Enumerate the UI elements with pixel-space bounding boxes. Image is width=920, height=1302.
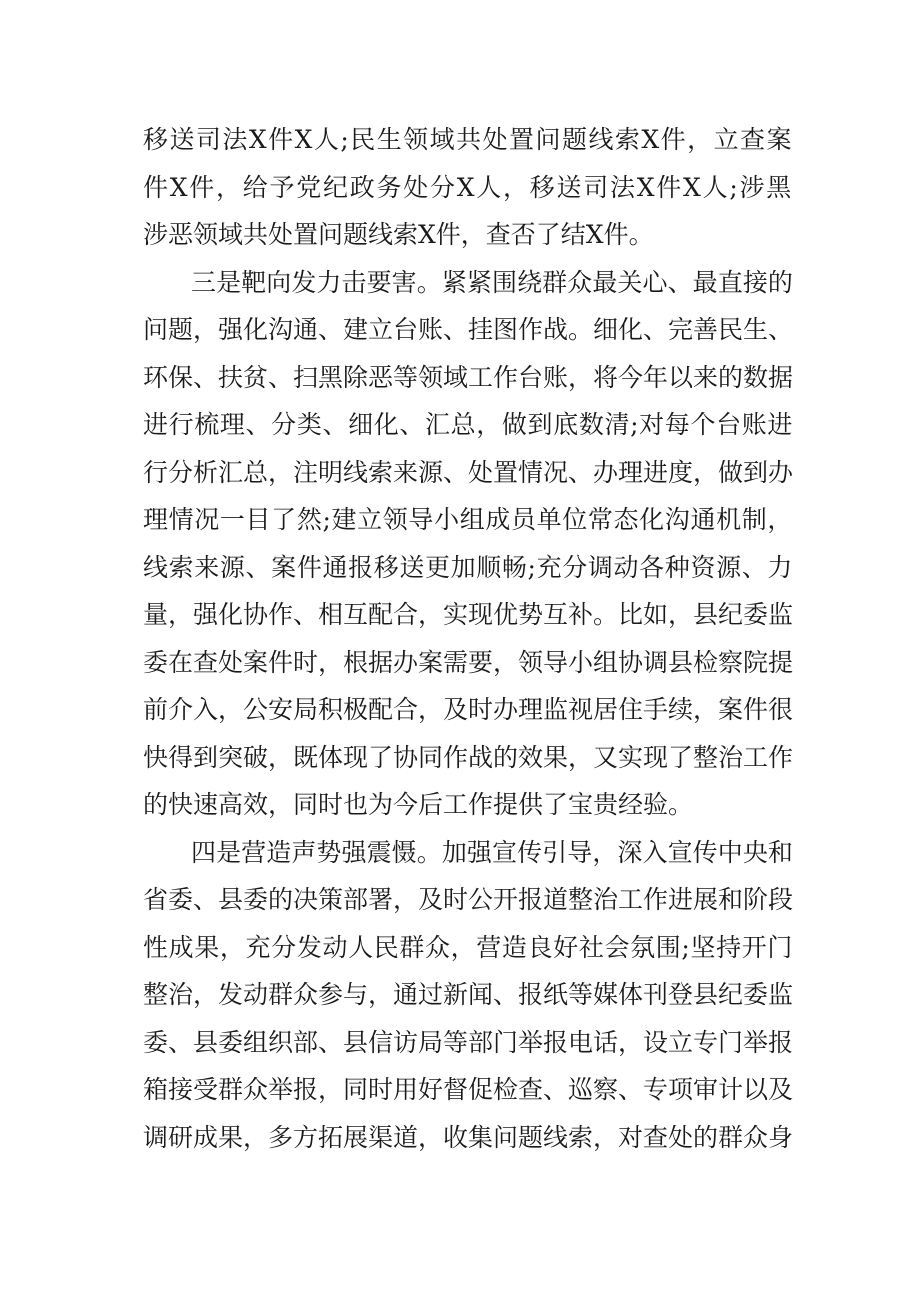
text-line: 移送司法X件X人;民生领域共处置问题线索X件，立查案	[143, 125, 793, 154]
text-line: 量，强化协作、相互配合，实现优势互补。比如，县纪委监	[143, 600, 793, 629]
text-line: 委在查处案件时，根据办案需要，领导小组协调县检察院提	[143, 647, 793, 677]
text-line: 线索来源、案件通报移送更加顺畅;充分调动各种资源、力	[143, 552, 793, 582]
paragraph-first-line: 三是靶向发力击要害。紧紧围绕群众最关心、最直接的	[191, 267, 793, 297]
text-line: 省委、县委的决策部署，及时公开报道整治工作进展和阶段	[143, 885, 793, 914]
text-line: 涉恶领域共处置问题线索X件，查否了结X件。	[143, 220, 654, 249]
text-line: 理情况一目了然;建立领导小组成员单位常态化沟通机制，	[143, 505, 793, 534]
text-line: 调研成果，多方拓展渠道，收集问题线索，对查处的群众身	[143, 1122, 793, 1152]
text-line: 环保、扶贫、扫黑除恶等领域工作台账，将今年以来的数据	[143, 362, 793, 392]
text-line: 前介入，公安局积极配合，及时办理监视居住手续，案件很	[143, 695, 793, 724]
text-line: 快得到突破，既体现了协同作战的效果，又实现了整治工作	[143, 742, 793, 772]
text-line: 的快速高效，同时也为今后工作提供了宝贵经验。	[143, 790, 694, 819]
text-line: 问题，强化沟通、建立台账、挂图作战。细化、完善民生、	[143, 315, 793, 344]
paragraph-first-line: 四是营造声势强震慑。加强宣传引导，深入宣传中央和	[191, 837, 793, 867]
text-line: 性成果，充分发动人民群众，营造良好社会氛围;坚持开门	[143, 932, 793, 962]
text-line: 箱接受群众举报，同时用好督促检查、巡察、专项审计以及	[143, 1075, 793, 1104]
text-line: 整治，发动群众参与，通过新闻、报纸等媒体刊登县纪委监	[143, 980, 793, 1009]
text-line: 件X件，给予党纪政务处分X人，移送司法X件X人;涉黑	[143, 172, 793, 202]
text-line: 委、县委组织部、县信访局等部门举报电话，设立专门举报	[143, 1027, 793, 1057]
text-line: 进行梳理、分类、细化、汇总，做到底数清;对每个台账进	[143, 410, 793, 439]
document-body	[143, 116, 793, 1161]
text-line: 行分析汇总，注明线索来源、处置情况、办理进度，做到办	[143, 457, 793, 487]
